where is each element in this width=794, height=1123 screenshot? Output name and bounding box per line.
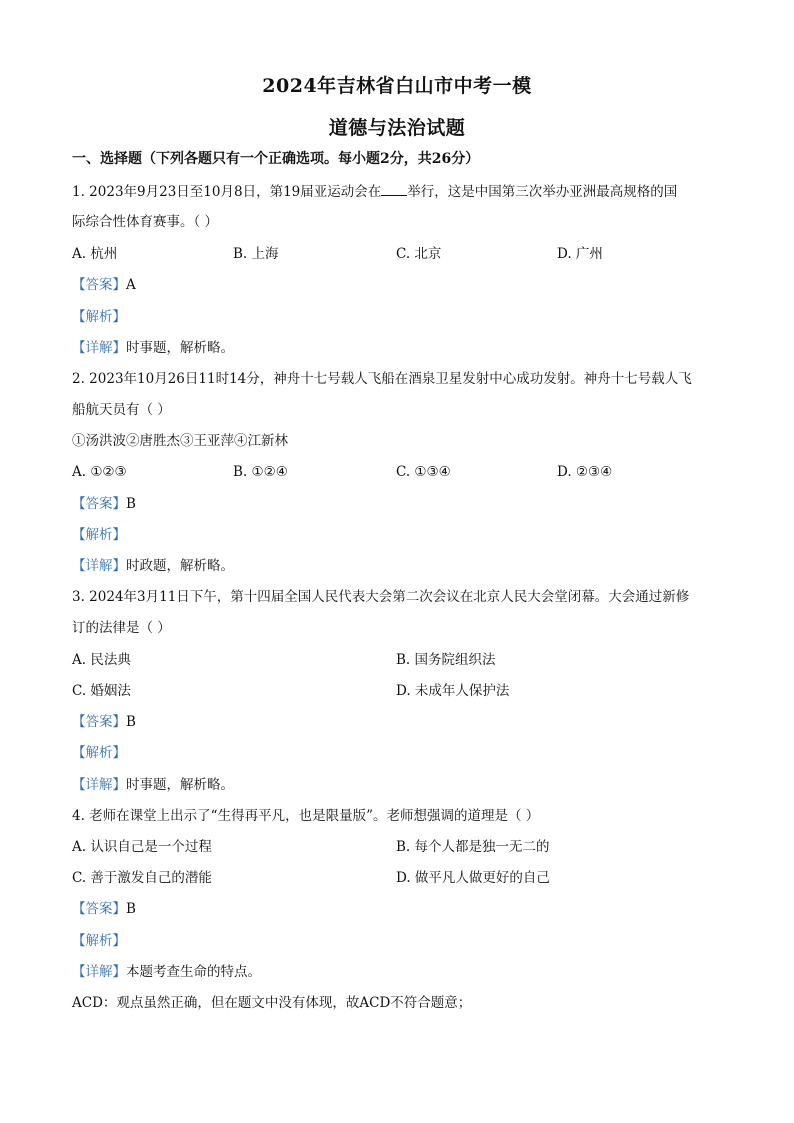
- q4-answer: [72, 900, 136, 918]
- q4-stem-line1: 4. 老师在课堂上出示了“生得再平凡，也是限量版”。老师想强调的道理是（ ）: [72, 808, 540, 824]
- detail-label: 【详解】: [72, 777, 126, 793]
- q3-answer-value: B: [126, 714, 136, 730]
- q1-option-a: A. 杭州: [72, 246, 118, 262]
- q3-answer: [72, 713, 136, 731]
- q1-option-b: B. 上海: [233, 246, 279, 262]
- q1-answer-value: A: [126, 277, 136, 293]
- q4-detail-text: 本题考查生命的特点。: [126, 964, 261, 980]
- q2-stem-line1: 2. 2023年10月26日11时14分，神舟十七号载人飞船在酒泉卫星发射中心成功发射。神舟十七号载人飞: [72, 371, 692, 387]
- q2-option-b: B. ①②④: [233, 464, 288, 480]
- answer-label: 【答案】: [72, 901, 126, 917]
- answer-label: 【答案】: [72, 714, 126, 730]
- q1-blank: [381, 183, 407, 196]
- q1-answer: [72, 276, 136, 294]
- detail-label: 【详解】: [72, 964, 126, 980]
- q2-stem-line2: 船航天员有（ ）: [72, 402, 171, 418]
- q1-analysis: [72, 308, 126, 326]
- q2-option-a: A. ①②③: [72, 464, 127, 480]
- q2-detail: [72, 557, 234, 575]
- section-heading: 一、选择题（下列各题只有一个正确选项。每小题2分，共26分）: [72, 151, 480, 167]
- q1-stem-part1: 1. 2023年9月23日至10月8日，第19届亚运动会在: [72, 184, 382, 200]
- detail-label: 【详解】: [72, 558, 126, 574]
- q1-option-d: D. 广州: [557, 246, 603, 262]
- q4-detail: [72, 963, 261, 981]
- q4-option-b: B. 每个人都是独一无二的: [396, 839, 550, 855]
- document-subtitle: 道德与法治试题: [328, 117, 466, 139]
- q2-answer-value: B: [126, 496, 136, 512]
- analysis-label: 【解析】: [72, 309, 126, 325]
- q1-option-c: C. 北京: [396, 246, 442, 262]
- q2-option-d: D. ②③④: [557, 464, 613, 480]
- q4-option-a: A. 认识自己是一个过程: [72, 839, 212, 855]
- q3-stem-line1: 3. 2024年3月11日下午，第十四届全国人民代表大会第二次会议在北京人民大会堂闭幕。大会通过新修: [72, 589, 690, 605]
- q2-analysis: [72, 526, 126, 544]
- q3-analysis: [72, 744, 126, 762]
- q4-extra: ACD：观点虽然正确，但在题文中没有体现，故ACD不符合题意；: [72, 995, 472, 1011]
- detail-label: 【详解】: [72, 340, 126, 356]
- q3-stem-line2: 订的法律是（ ）: [72, 620, 171, 636]
- q1-stem-line1: [72, 183, 677, 201]
- q3-option-a: A. 民法典: [72, 652, 131, 668]
- q3-option-c: C. 婚姻法: [72, 683, 131, 699]
- q2-answer: [72, 495, 136, 513]
- q1-detail-text: 时事题，解析略。: [126, 340, 234, 356]
- q3-detail: [72, 776, 234, 794]
- q1-stem-part2: 举行，这是中国第三次举办亚洲最高规格的国: [407, 184, 678, 200]
- q4-option-d: D. 做平凡人做更好的自己: [396, 870, 550, 886]
- analysis-label: 【解析】: [72, 745, 126, 761]
- q3-option-b: B. 国务院组织法: [396, 652, 496, 668]
- q1-detail: [72, 339, 234, 357]
- q4-answer-value: B: [126, 901, 136, 917]
- q3-detail-text: 时事题，解析略。: [126, 777, 234, 793]
- q2-option-c: C. ①③④: [396, 464, 451, 480]
- q4-option-c: C. 善于激发自己的潜能: [72, 870, 212, 886]
- analysis-label: 【解析】: [72, 933, 126, 949]
- q2-detail-text: 时政题，解析略。: [126, 558, 234, 574]
- answer-label: 【答案】: [72, 277, 126, 293]
- analysis-label: 【解析】: [72, 527, 126, 543]
- document-title: 2024年吉林省白山市中考一模: [262, 75, 532, 97]
- answer-label: 【答案】: [72, 496, 126, 512]
- q2-stem-line3: ①汤洪波②唐胜杰③王亚萍④江新林: [72, 433, 288, 449]
- q1-stem-line2: 际综合性体育赛事。（ ）: [72, 214, 219, 230]
- q4-analysis: [72, 932, 126, 950]
- q3-option-d: D. 未成年人保护法: [396, 683, 510, 699]
